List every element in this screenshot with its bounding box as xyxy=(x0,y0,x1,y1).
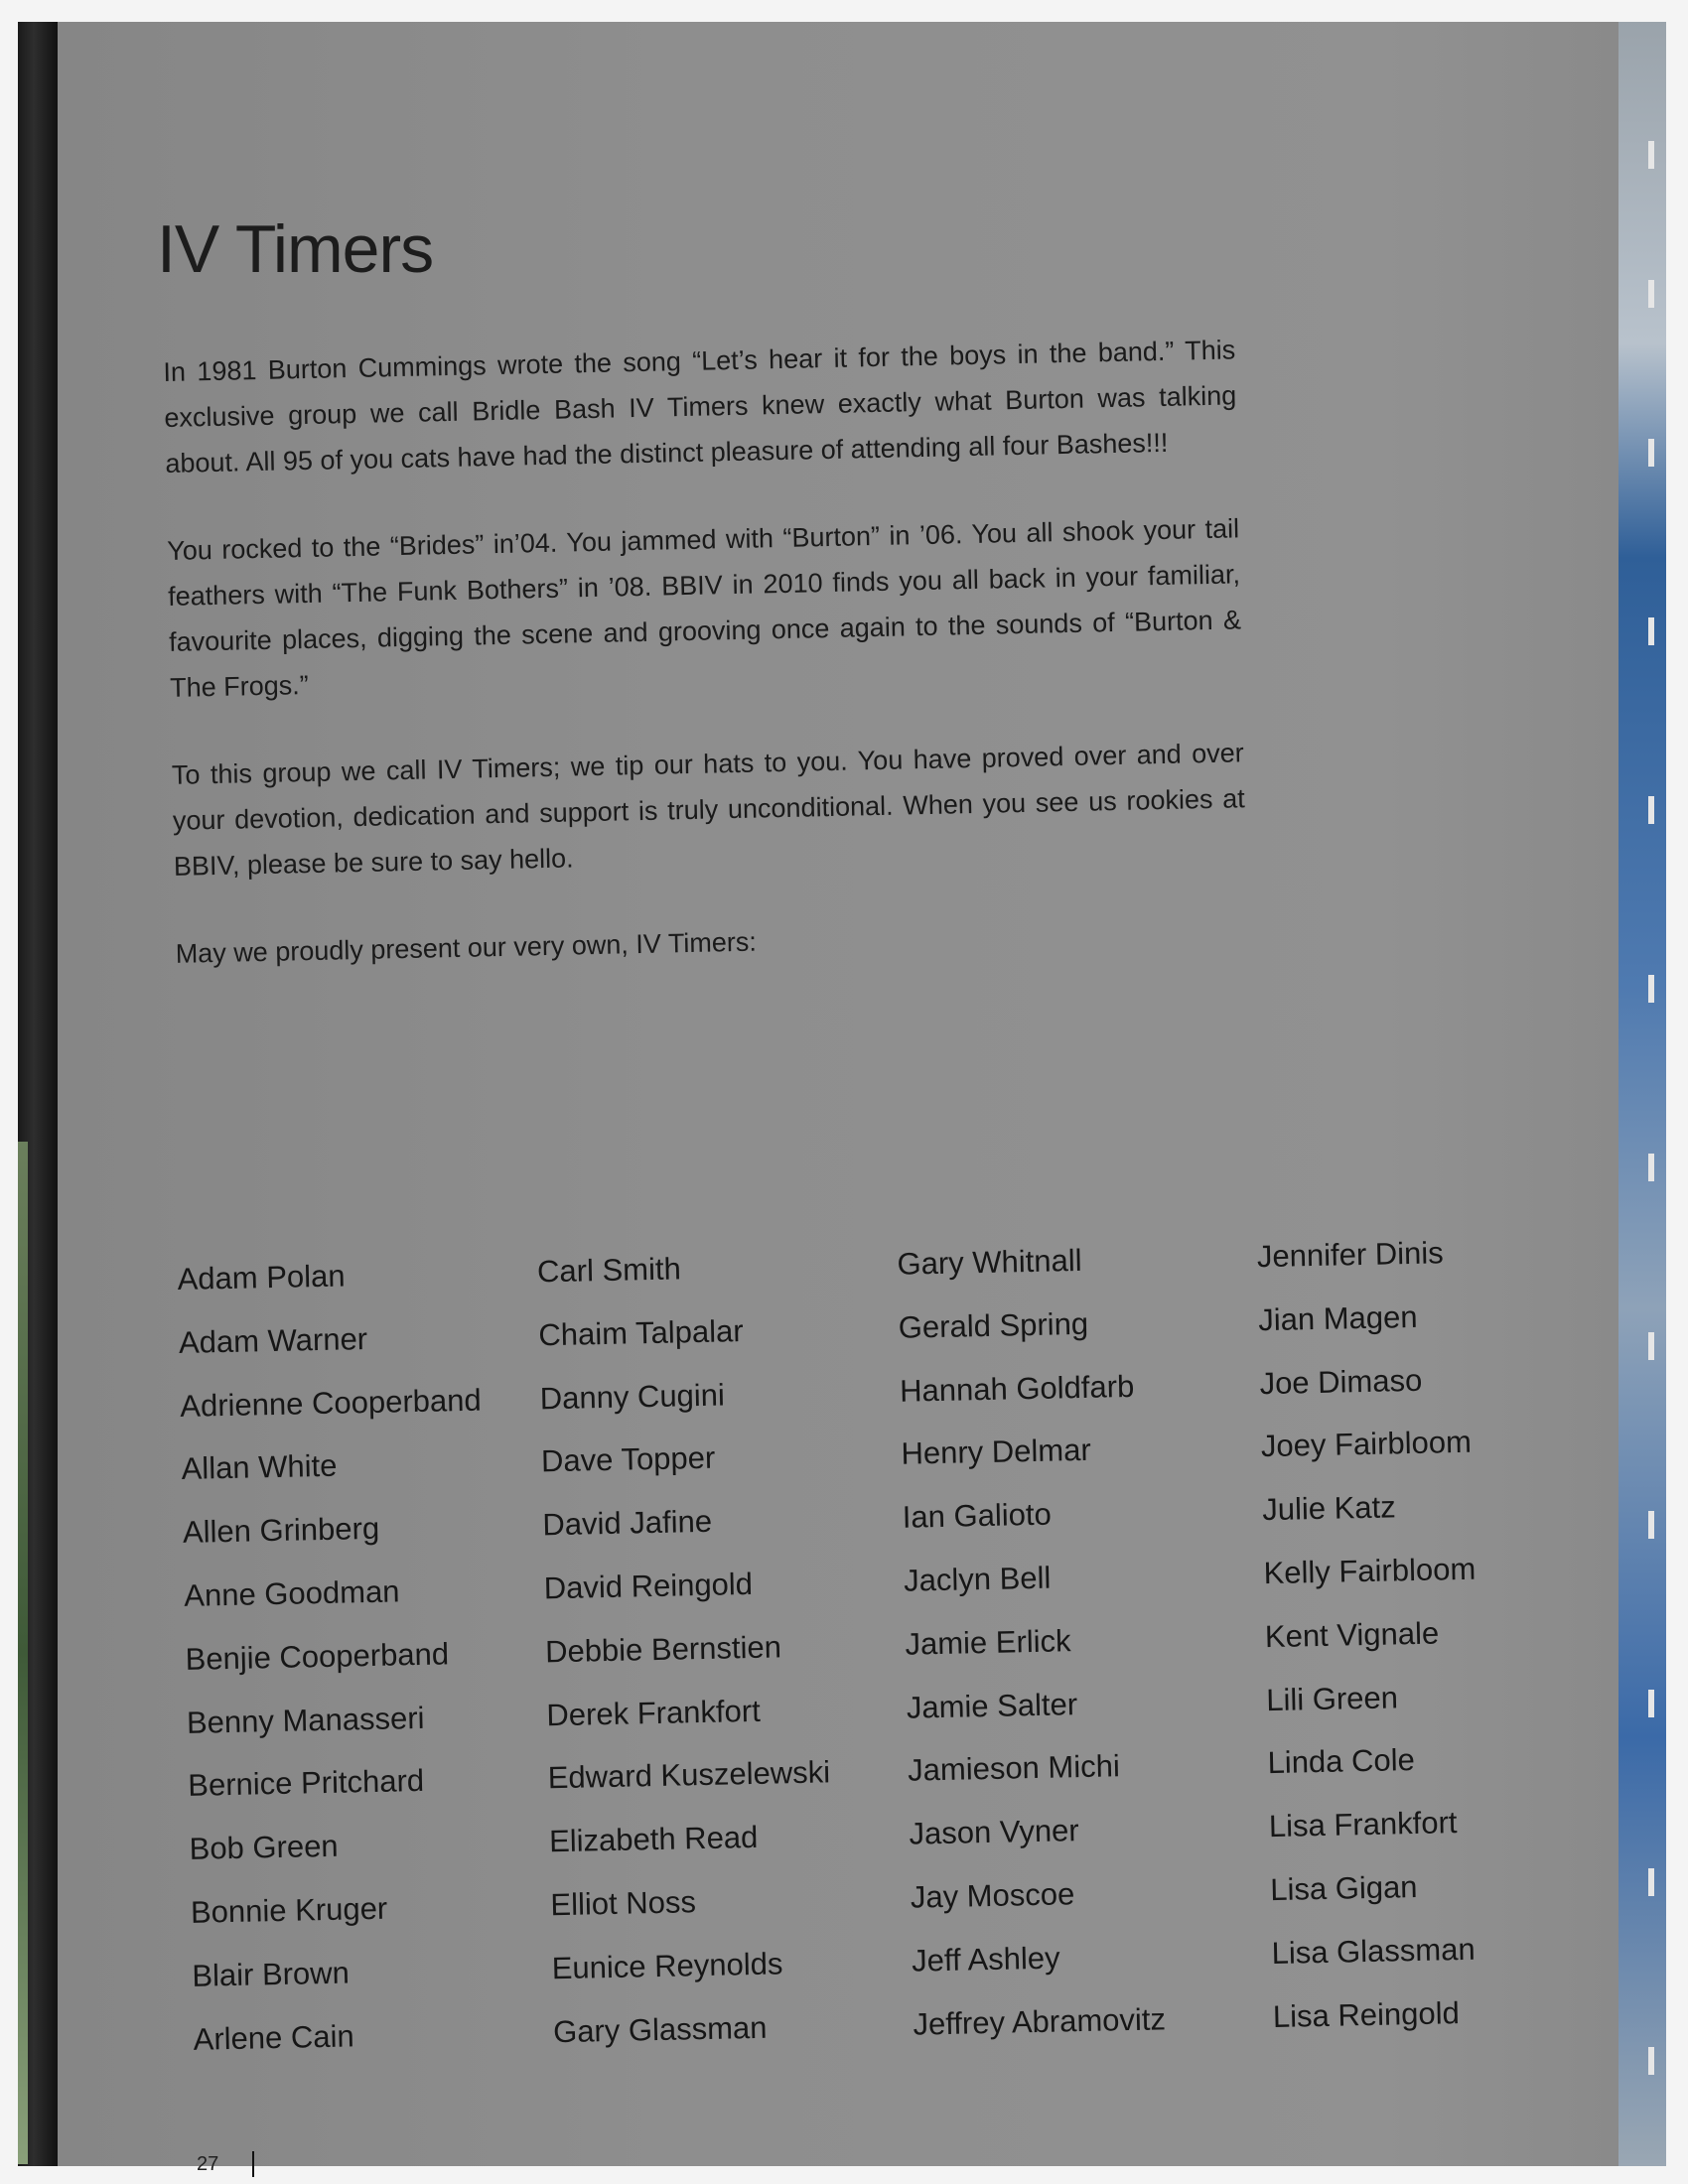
edge-mark xyxy=(1648,975,1654,1003)
intro-paragraph: May we proudly present our very own, IV Timers: xyxy=(175,926,758,969)
name-item: Gary Whitnall xyxy=(897,1242,1082,1282)
edge-mark xyxy=(1648,280,1654,308)
footer-divider xyxy=(252,2151,254,2177)
name-item: Jaclyn Bell xyxy=(903,1560,1052,1598)
name-item: Lili Green xyxy=(1265,1679,1399,1717)
name-item: Kent Vignale xyxy=(1264,1615,1440,1654)
name-item: Debbie Bernstien xyxy=(544,1629,782,1670)
name-item: Henry Delmar xyxy=(901,1433,1092,1472)
edge-mark xyxy=(1648,439,1654,467)
names-column-4 xyxy=(1256,1218,1633,2049)
names-column-2 xyxy=(536,1233,914,2064)
name-item: Adrienne Cooperband xyxy=(179,1382,482,1424)
name-item: Chaim Talpalar xyxy=(538,1312,744,1353)
name-item: Carl Smith xyxy=(536,1251,682,1290)
name-item: Jian Magen xyxy=(1257,1298,1418,1337)
name-item: Allan White xyxy=(181,1448,338,1487)
edge-mark xyxy=(1648,796,1654,824)
edge-mark xyxy=(1648,2047,1654,2075)
page-footer xyxy=(197,2151,254,2177)
name-item: Jamie Erlick xyxy=(905,1623,1071,1662)
name-item: Adam Polan xyxy=(177,1258,346,1297)
edge-mark xyxy=(1648,617,1654,645)
name-item: Lisa Glassman xyxy=(1271,1931,1476,1971)
name-item: Adam Warner xyxy=(178,1320,368,1360)
name-item: Gary Glassman xyxy=(552,2009,768,2049)
intro-paragraph: To this group we call IV Timers; we tip our hats to you. You have proved over and over your devotion, dedication and support is truly unconditional. When you see us rookies at BBIV, please be sure to say hello. xyxy=(171,738,1246,882)
names-column-1 xyxy=(177,1240,554,2071)
name-item: Bonnie Kruger xyxy=(190,1890,388,1930)
name-item: Bernice Pritchard xyxy=(187,1763,425,1804)
name-item: Hannah Goldfarb xyxy=(899,1368,1135,1409)
name-item: Elizabeth Read xyxy=(548,1820,759,1859)
name-item: Arlene Cain xyxy=(193,2017,355,2057)
names-list xyxy=(177,1218,1633,2072)
edge-mark xyxy=(1648,1154,1654,1181)
name-item: Dave Topper xyxy=(540,1440,716,1479)
name-item: Jamieson Michi xyxy=(907,1748,1121,1789)
name-item: Jamie Salter xyxy=(906,1686,1078,1725)
name-item: Jay Moscoe xyxy=(910,1876,1075,1915)
name-item: Gerald Spring xyxy=(898,1305,1089,1345)
edge-mark xyxy=(1648,1690,1654,1717)
name-item: Benjie Cooperband xyxy=(185,1636,450,1677)
name-item: Danny Cugini xyxy=(539,1377,726,1416)
edge-mark xyxy=(1648,1332,1654,1360)
name-item: David Jafine xyxy=(542,1503,713,1543)
name-item: Jason Vyner xyxy=(909,1813,1080,1851)
name-item: Benny Manasseri xyxy=(186,1700,425,1740)
page-number: 27 xyxy=(197,2152,219,2175)
name-item: Lisa Gigan xyxy=(1269,1868,1418,1908)
name-item: Derek Frankfort xyxy=(546,1693,762,1732)
name-item: Kelly Fairbloom xyxy=(1263,1551,1477,1591)
edge-mark xyxy=(1648,1511,1654,1539)
background-foliage xyxy=(18,1142,28,2164)
page-panel xyxy=(58,22,1618,2175)
name-item: Jeffrey Abramovitz xyxy=(913,2000,1167,2042)
name-item: Jennifer Dinis xyxy=(1256,1235,1445,1275)
intro-paragraph: You rocked to the “Brides” in’04. You jammed with “Burton” in ’06. You all shook your tail feathers with “The Funk Bothers” in ’08. BBIV in 2010 finds you all back in your familiar, favourite places, digging the scene and grooving once again to the sounds of “Burton & The Frogs.” xyxy=(166,513,1242,703)
name-item: Lisa Frankfort xyxy=(1268,1805,1458,1844)
page-title: IV Timers xyxy=(157,211,434,287)
name-item: Edward Kuszelewski xyxy=(547,1754,831,1796)
intro-paragraph: In 1981 Burton Cummings wrote the song “Let’s hear it for the boys in the band.” This exclusive group we call Bridle Bash IV Timers knew exactly what Burton was talking about. All 95 of you cats have had the distinct pleasure of attending all four Bashes!!! xyxy=(163,335,1237,478)
name-item: Ian Galioto xyxy=(902,1496,1053,1535)
name-item: Joey Fairbloom xyxy=(1260,1425,1473,1464)
name-item: Joe Dimaso xyxy=(1259,1362,1423,1401)
name-item: Allen Grinberg xyxy=(182,1510,380,1551)
name-item: Bob Green xyxy=(189,1828,339,1867)
name-item: David Reingold xyxy=(543,1566,754,1606)
name-item: Linda Cole xyxy=(1267,1742,1416,1781)
name-item: Jeff Ashley xyxy=(911,1940,1060,1979)
edge-mark xyxy=(1648,141,1654,169)
name-item: Lisa Reingold xyxy=(1272,1994,1461,2034)
name-item: Anne Goodman xyxy=(183,1573,400,1613)
name-item: Eunice Reynolds xyxy=(551,1946,783,1986)
names-column-3 xyxy=(897,1225,1274,2056)
name-item: Blair Brown xyxy=(191,1955,351,1993)
intro-text xyxy=(163,327,1249,1018)
edge-mark xyxy=(1648,1868,1654,1896)
name-item: Elliot Noss xyxy=(550,1884,697,1923)
name-item: Julie Katz xyxy=(1261,1489,1397,1528)
